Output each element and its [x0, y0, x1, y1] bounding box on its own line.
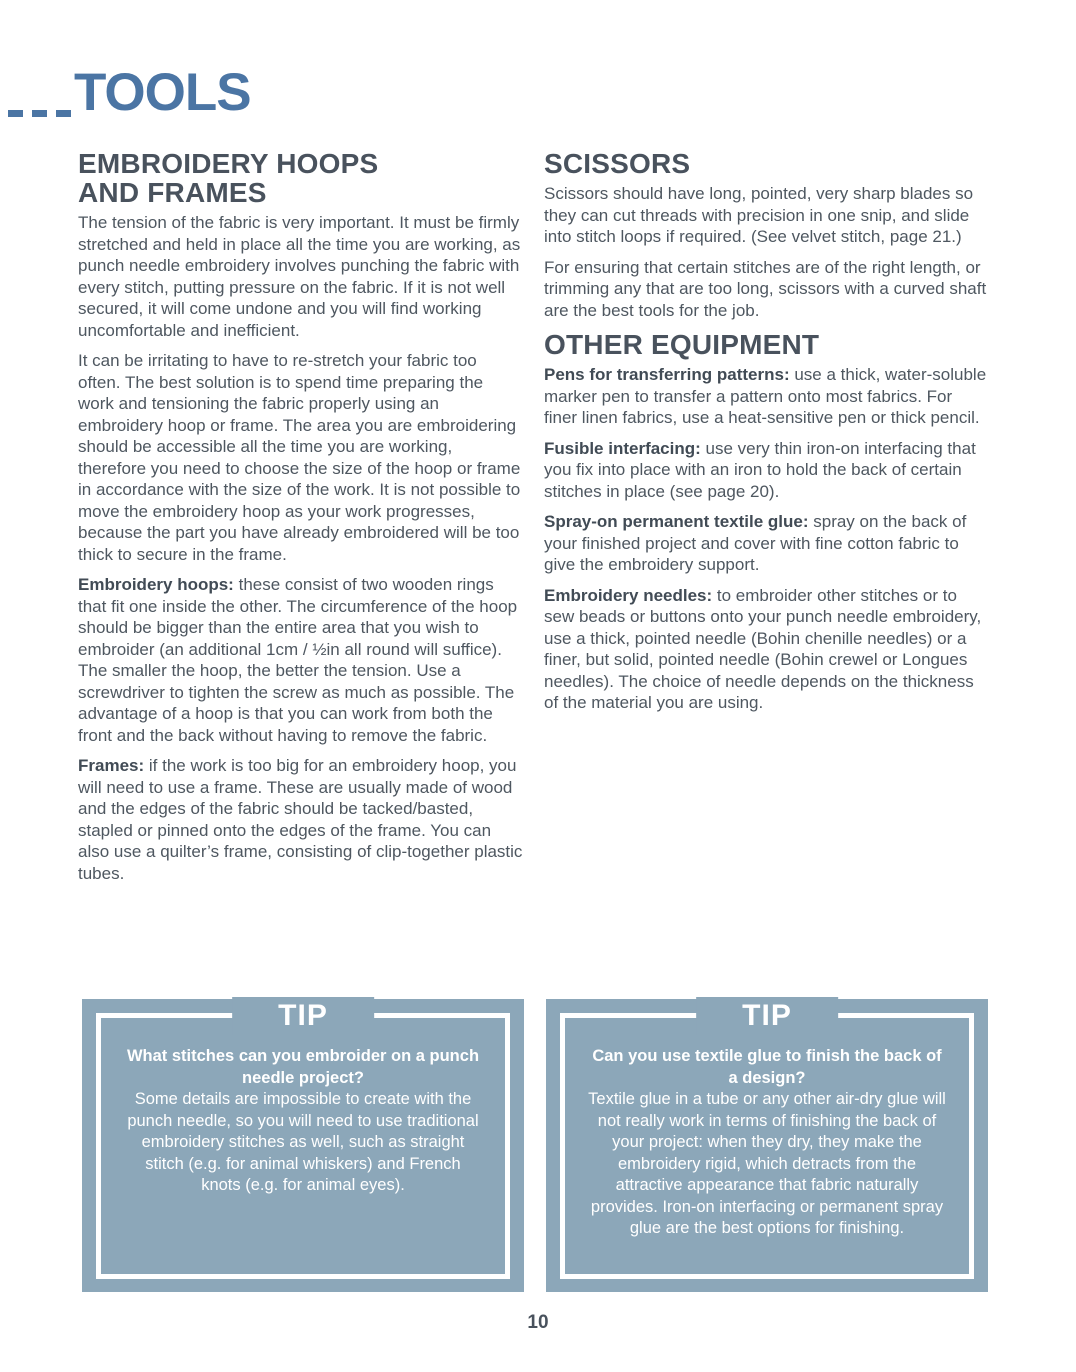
section-heading-scissors: SCISSORS	[544, 148, 691, 179]
paragraph	[544, 585, 989, 714]
paragraph	[78, 574, 523, 746]
paragraph-lead: Spray-on permanent textile glue:	[544, 512, 809, 531]
tip-box-textile-glue	[546, 999, 988, 1292]
paragraph	[544, 511, 989, 576]
paragraph-text: use a thick, water-soluble marker pen to transfer a pattern onto most fabrics. For finer linen fabrics, use a heat-sensitive pen or thick pencil.	[544, 365, 987, 427]
paragraph	[544, 438, 989, 503]
tip-content	[124, 1046, 482, 1197]
tip-question: Can you use textile glue to finish the back of a design?	[592, 1047, 942, 1087]
tip-boxes-row	[82, 999, 988, 1292]
tip-box-stitches	[82, 999, 524, 1292]
page-number: 10	[527, 1312, 549, 1333]
section-heading-other-equipment: OTHER EQUIPMENT	[544, 329, 820, 360]
title-dashes-decoration	[8, 110, 71, 117]
tip-body-text: Some details are impossible to create with the punch needle, so you will need to use traditional embroidery stitches as well, such as straight stitch (e.g. for animal whiskers) and French knots (e.g. for animal eyes).	[127, 1090, 479, 1194]
paragraph-lead: Fusible interfacing:	[544, 438, 701, 458]
dash-icon	[32, 110, 47, 117]
dash-icon	[56, 110, 71, 117]
paragraph: Scissors should have long, pointed, very sharp blades so they can cut threads with precision in one snip, and slide into stitch loops if required. (See velvet stitch, page 21.)	[544, 184, 974, 246]
paragraph-text: spray on the back of your finished project and cover with fine cotton fabric to give the embroidery support.	[544, 512, 967, 574]
paragraph-text: use very thin iron-on interfacing that you fix into place with an iron to hold the back of certain stitches in place (see page 20).	[544, 438, 976, 501]
tip-question: What stitches can you embroider on a punch needle project?	[126, 1047, 480, 1087]
paragraph-text: to embroider other stitches or to sew beads or buttons onto your punch needle embroidery, use a thick, pointed needle (Bohin chenille needles) or a finer, but solid, pointed needle (Bohin crewel or Longues needles). The choice of needle depends on the thickness of the material you are using.	[544, 585, 982, 712]
paragraph: The tension of the fabric is very important. It must be firmly stretched and held in place all the time you are working, as punch needle embroidery involves punching the fabric with every stitch, putting pressure on the fabric. If it is not well secured, it will come undone and you will find working uncomfortable and inefficient.	[78, 213, 521, 340]
paragraph	[544, 364, 989, 429]
paragraph-lead: Pens for transferring patterns:	[544, 365, 790, 384]
tip-label: TIP	[232, 997, 374, 1035]
paragraph-lead: Frames:	[78, 756, 145, 775]
paragraph: For ensuring that certain stitches are of the right length, or trimming any that are too long, scissors with a curved shaft are the best tools for the job.	[544, 257, 987, 320]
heading-line: AND FRAMES	[78, 177, 267, 208]
paragraph: It can be irritating to have to re-stretch your fabric too often. The best solution is to spend time preparing the work and tensioning the fabric properly using an embroidery hoop or frame. The area you are embroidering should be accessible all the time you are working, therefore you need to choose the size of the hoop or frame in accordance with the size of the work. It is not possible to move the embroidery hoop as your work progresses, because the part you have already embroidered will be too thick to secure in the frame.	[78, 351, 521, 564]
page-title: TOOLS	[74, 63, 251, 122]
section-heading-embroidery-hoops	[78, 149, 523, 207]
section-embroidery-hoops-and-frames	[78, 149, 523, 893]
heading-line: EMBROIDERY HOOPS	[78, 148, 379, 179]
section-right-column	[544, 149, 989, 893]
tip-label: TIP	[696, 997, 838, 1035]
dash-icon	[8, 110, 23, 117]
tip-content	[588, 1046, 946, 1240]
paragraph-text: these consist of two wooden rings that fit one inside the other. The circumference of the hoop should be bigger than the entire area that you wish to embroider (an additional 1cm / ½in all round will suffice). The smaller the hoop, the better the tension. Use a screwdriver to tighten the screw as much as possible. The advantage of a hoop is that you can work from both the front and the back without having to remove the fabric.	[78, 575, 518, 745]
tip-body-text: Textile glue in a tube or any other air-dry glue will not really work in terms of finishing the back of your project: when they dry, they make the embroidery rigid, which detracts from the attractive appearance that fabric naturally provides. Iron-on interfacing or permanent spray glue are the best options for finishing.	[588, 1090, 946, 1237]
paragraph-lead: Embroidery hoops:	[78, 575, 234, 594]
paragraph	[78, 755, 523, 884]
paragraph-text: if the work is too big for an embroidery hoop, you will need to use a frame. These are usually made of wood and the edges of the fabric should be tacked/basted, stapled or pinned onto the edges of the frame. You can also use a quilter’s frame, consisting of clip-together plastic tubes.	[78, 756, 523, 883]
paragraph-lead: Embroidery needles:	[544, 585, 713, 605]
content-columns	[78, 149, 989, 893]
